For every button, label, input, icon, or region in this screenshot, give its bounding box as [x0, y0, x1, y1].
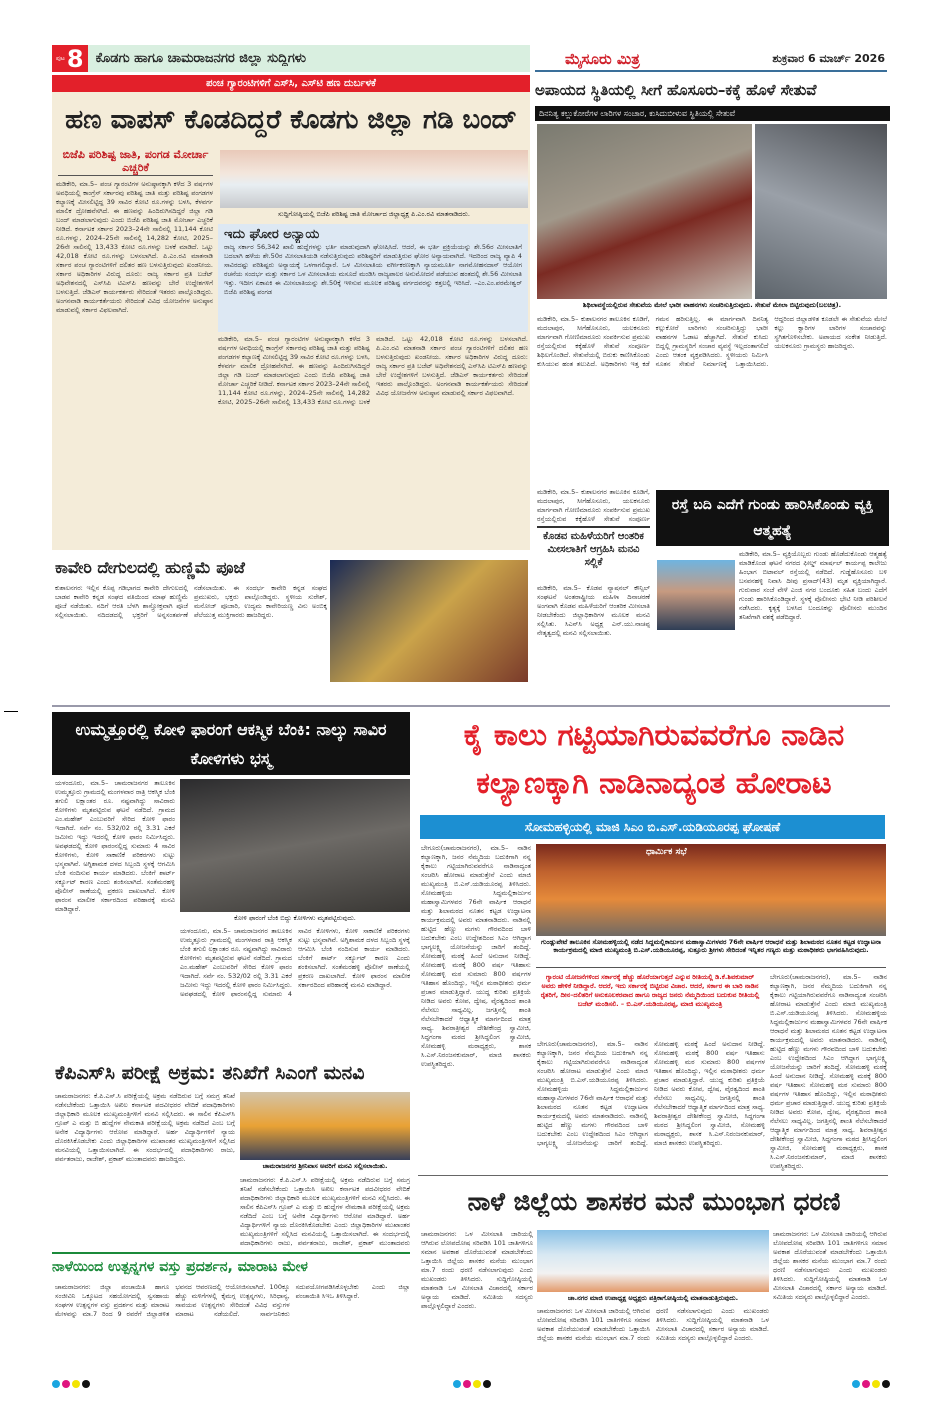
- cyan-mark: [52, 1380, 60, 1388]
- fire-body-col1: ಯಳಂದೂರು, ಮಾ.5– ಚಾಮರಾಜನಗರ ತಾಲೂಕಿನ ಉಮ್ಮತ್ತೂರು ಗ್ರಾಮದಲ್ಲಿ ಮಂಗಳವಾರ ರಾತ್ರಿ ಆಕಸ್ಮಿಕ ಬೆಂಕಿ ತಗುಲಿ ಲಕ್ಷಾಂತರ ರೂ. ನಷ್ಟವಾಗಿದ್ದು ಸಾವಿರಾರು ಕೋಳಿಗಳು ಮೃತಪಟ್ಟಿರುವ ಘಟನೆ ನಡೆದಿದೆ. ಗ್ರಾಮದ ಎಂ.ಮಹೇಶ್ ಎಂಬುವರಿಗೆ ಸೇರಿದ ಕೋಳಿ ಫಾರಂ ಇದಾಗಿದೆ. ಸರ್ವೆ ನಂ. 532/02 ರಲ್ಲಿ 3.31 ಎಕರೆ ಜಮೀನು ಇದ್ದು ಇದರಲ್ಲಿ ಕೋಳಿ ಫಾರಂ ನಿರ್ಮಿಸಿದ್ದರು. ಅವಘಡದಲ್ಲಿ ಕೋಳಿ ಫಾರಂನಲ್ಲಿದ್ದ ಸುಮಾರು 4 ಸಾವಿರ ಕೋಳಿಗಳು, ಕೋಳಿ ಸಾಕಾಣಿಕೆ ಪರಿಕರಗಳು ಸುಟ್ಟು ಭಸ್ಮವಾಗಿವೆ. ಅಗ್ನಿಶಾಮಕ ದಳದ ಸಿಬ್ಬಂದಿ ಸ್ಥಳಕ್ಕೆ ಆಗಮಿಸಿ ಬೆಂಕಿ ನಂದಿಸುವ ಕಾರ್ಯ ಮಾಡಿದರು. ಬೆಂಕಿಗೆ ಶಾರ್ಟ್ ಸರ್ಕ್ಯೂಟ್ ಕಾರಣ ಎಂದು ಶಂಕಿಸಲಾಗಿದೆ. ಸಂತೆಮರಹಳ್ಳಿ ಪೊಲೀಸ್ ಠಾಣೆಯಲ್ಲಿ ಪ್ರಕರಣ ದಾಖಲಾಗಿದೆ. ಕೋಳಿ ಫಾರಂನ ಮಾಲೀಕ ಸರ್ಕಾರದಿಂದ ಪರಿಹಾರಕ್ಕೆ ಮನವಿ ಮಾಡಿದ್ದಾರೆ.: [55, 779, 175, 913]
- bridge-headline: ಅಪಾಯದ ಸ್ಥಿತಿಯಲ್ಲಿ ಸೀಗೆ ಹೊಸೂರು–ಕಕ್ಕೆ ಹೊಳೆ ಸೇತುವೆ: [535, 81, 817, 99]
- black-mark: [82, 1380, 90, 1388]
- religious-event-photo: [536, 844, 886, 936]
- header-rule: [535, 70, 887, 72]
- kaveri-temple-photo: [330, 560, 528, 682]
- tractor-bridge-photo: [537, 124, 752, 299]
- kpsc-body-col1: ಚಾಮರಾಜನಗರ: ಕೆ.ಪಿ.ಎಸ್.ಸಿ ಪರೀಕ್ಷೆಯಲ್ಲಿ ಅಕ್ರಮ ನಡೆದಿರುವ ಬಗ್ಗೆ ಸಮಗ್ರ ತನಿಖೆ ನಡೆಸಬೇಕೆಂದು ಒತ್ತಾಯಿಸಿ ಅಖಿಲ ಕರ್ನಾಟಕ ಪದವೀಧರರ ವೇದಿಕೆ ಪದಾಧಿಕಾರಿಗಳು ಜಿಲ್ಲಾಧಿಕಾರಿ ಮೂಲಕ ಮುಖ್ಯಮಂತ್ರಿಗಳಿಗೆ ಮನವಿ ಸಲ್ಲಿಸಿದರು. ಈ ಸಾಲಿನ ಕೆಪಿಎಸ್‌ಸಿ ಗ್ರೂಪ್ ಎ ಮತ್ತು ಬಿ ಹುದ್ದೆಗಳ ನೇಮಕಾತಿ ಪರೀಕ್ಷೆಯಲ್ಲಿ ಅಕ್ರಮ ನಡೆದಿದೆ ಎಂಬ ಬಗ್ಗೆ ಅನೇಕ ವಿದ್ಯಾರ್ಥಿಗಳು ಆರೋಪ ಮಾಡಿದ್ದಾರೆ. ಅರ್ಹ ವಿದ್ಯಾರ್ಥಿಗಳಿಗೆ ನ್ಯಾಯ ದೊರಕಿಸಿಕೊಡಬೇಕು ಎಂದು ಜಿಲ್ಲಾಧಿಕಾರಿಗಳ ಮುಖಾಂತರ ಮುಖ್ಯಮಂತ್ರಿಗಳಿಗೆ ಸಲ್ಲಿಸಿದ ಮನವಿಯಲ್ಲಿ ಒತ್ತಾಯಿಸಲಾಗಿದೆ. ಈ ಸಂದರ್ಭದಲ್ಲಿ ಪದಾಧಿಕಾರಿಗಳು ರಾಜು, ಪರ್ವತರಾಜು, ರಾಜೇಶ್, ಪ್ರಕಾಶ್ ಮುಂತಾದವರು ಹಾಜರಿದ್ದರು.: [55, 1092, 235, 1163]
- press-meet-photo: [220, 150, 528, 208]
- bsy-subhead-bar: ಸೋಮಹಳ್ಳಿಯಲ್ಲಿ ಮಾಜಿ ಸಿಎಂ ಬಿ.ಎಸ್.ಯಡಿಯೂರಪ್ಪ ಘೋಷಣೆ: [420, 815, 885, 839]
- kpsc-photo-caption: ಚಾಮರಾಜನಗರ ಶ್ರೀನಿವಾಸ ಅವರಿಗೆ ಮನವಿ ಸಲ್ಲಿಸಲಾಯಿತು.: [262, 1162, 388, 1170]
- bsy-body-col23: ಬೇಗೂರು(ಚಾಮರಾಜನಗರ), ಮಾ.5– ನಾಡಿನ ಕಲ್ಯಾಣಕ್ಕಾಗಿ, ಜನರ ನೆಮ್ಮದಿಯ ಬದುಕಿಗಾಗಿ ನನ್ನ ಕೈಕಾಲು ಗಟ್ಟಿಯಾಗಿರುವವರೆಗೂ ನಾಡಿನಾದ್ಯಂತ ಸಂಚರಿಸಿ ಹೋರಾಟ ಮಾಡುತ್ತೇನೆ ಎಂದು ಮಾಜಿ ಮುಖ್ಯಮಂತ್ರಿ ಬಿ.ಎಸ್.ಯಡಿಯೂರಪ್ಪ ತಿಳಿಸಿದರು. ಸೋಮಹಳ್ಳಿಯ ಸಿದ್ಧಮಲ್ಲಿಕಾರ್ಜುನ ಮಹಾಸ್ವಾಮಿಗಳವರ 76ನೇ ವಾರ್ಷಿಕ ಆರಾಧನೆ ಮತ್ತು ಶಿಲಾಮಠದ ನೂತನ ಕಟ್ಟಡ ಉದ್ಘಾಟನಾ ಕಾರ್ಯಕ್ರಮದಲ್ಲಿ ಅವರು ಮಾತನಾಡಿದರು. ನಾಡಿನಲ್ಲಿ ಹುಟ್ಟಿದ ಹೆಣ್ಣು ಮಗಳು ಗೌರವದಿಂದ ಬಾಳಿ ಬದುಕಬೇಕು ಎಂಬ ಉದ್ದೇಶದಿಂದ ಸಿಎಂ ಆಗಿದ್ದಾಗ ಭಾಗ್ಯಲಕ್ಷ್ಮಿ ಯೋಜನೆಯನ್ನು ಜಾರಿಗೆ ತಂದಿದ್ದೆ. ಸೋಮಹಳ್ಳಿ ಮಠಕ್ಕೆ ಹಿಂದೆ ಅನುದಾನ ನೀಡಿದ್ದೆ. ಸೋಮಹಳ್ಳಿ ಮಠಕ್ಕೆ 800 ವರ್ಷ ಇತಿಹಾಸ: ಸೋಮಹಳ್ಳಿ ಮಠ ಸುಮಾರು 800 ವರ್ಷಗಳ ಇತಿಹಾಸ ಹೊಂದಿದ್ದು, ಇಲ್ಲಿನ ಮಠಾಧೀಶರು ಧರ್ಮ ಪ್ರಚಾರ ಮಾಡುತ್ತಿದ್ದಾರೆ. ಯುದ್ಧ ಕುರಿತು ಪ್ರತಿಕ್ರಿಯೆ ನೀಡಿದ ಅವರು ಕೋಪ, ದ್ವೇಷ, ವೈರತ್ವದಿಂದ ಶಾಂತಿ ನೆಲೆಸಲು ಸಾಧ್ಯವಿಲ್ಲ. ಜಗತ್ತಿನಲ್ಲಿ ಶಾಂತಿ ನೆಲೆಸಬೇಕಾದರೆ ಆಧ್ಯಾತ್ಮಿಕ ಮಾರ್ಗದಿಂದ ಮಾತ್ರ ಸಾಧ್ಯ. ಶಿವರಾತ್ರೀಶ್ವರ ದೇಶೀಕೇಂದ್ರ ಸ್ವಾಮೀಜಿ, ಸಿದ್ಧಗಂಗಾ ಮಠದ ಶ್ರೀಸಿದ್ಧಲಿಂಗ ಸ್ವಾಮೀಜಿ, ಸೋಮಹಳ್ಳಿ ಮಠಾಧ್ಯಕ್ಷರು, ಶಾಸಕ ಸಿ.ಎಸ್.ನಿರಂಜನಕುಮಾರ್, ಮಾಜಿ ಶಾಸಕರು ಉಪಸ್ಥಿತರಿದ್ದರು.: [537, 1040, 765, 1147]
- lead-photo-caption: ಸುದ್ದಿಗೋಷ್ಠಿಯಲ್ಲಿ ಬಿಜೆಪಿ ಪರಿಶಿಷ್ಟ ಜಾತಿ ಮೋರ್ಚಾದ ಜಿಲ್ಲಾಧ್ಯಕ್ಷ ಪಿ.ಎಂ.ರವಿ ಮಾತನಾಡಿದರು.: [278, 210, 470, 218]
- expo-body: ಚಾಮರಾಜನಗರ: ಜಿಲ್ಲಾ ಪಂಚಾಯಿತಿ ಹಾಗೂ ಸಂಜೀವಿನಿ ಒಕ್ಕೂಟದ ಸಹಯೋಗದಲ್ಲಿ ಸ್ವಸಹಾಯ ಸಂಘಗಳ ಉತ್ಪನ್ನಗಳ ವಸ್ತು ಪ್ರದರ್ಶನ ಮತ್ತು ಮಾರಾಟ ಮೇಳವನ್ನು ಮಾ.7 ರಿಂದ 9 ರವರೆಗೆ ಜಿಲ್ಲಾಡಳಿತ ಭವನದ ಆವರಣದಲ್ಲಿ ಆಯೋಜಿಸಲಾಗಿದೆ. 100ಕ್ಕೂ ಹೆಚ್ಚು ಮಳಿಗೆಗಳಲ್ಲಿ ಕೈಮಗ್ಗ ಉತ್ಪನ್ನಗಳು, ಸಿರಿಧಾನ್ಯ, ಸಾವಯವ ಉತ್ಪನ್ನಗಳು ಸೇರಿದಂತೆ ವಿವಿಧ ವಸ್ತುಗಳ ಮಾರಾಟ ನಡೆಯಲಿದೆ. ಸಾರ್ವಜನಿಕರು ಸದುಪಯೋಗಪಡಿಸಿಕೊಳ್ಳಬೇಕು ಎಂದು ಜಿಲ್ಲಾ ಪಂಚಾಯಿತಿ ಸಿಇಒ ತಿಳಿಸಿದ್ದಾರೆ.: [55, 1283, 410, 1318]
- lead-subhead: ಬಿಜೆಪಿ ಪರಿಶಿಷ್ಟ ಜಾತಿ, ಪಂಗಡ ಮೋರ್ಚಾ ಎಚ್ಚರಿಕೆ: [58, 148, 213, 176]
- bridge-subhead: ದಿನನಿತ್ಯ ಕಲ್ಲುಕೋರೆಗಳ ಲಾರಿಗಳ ಸಂಚಾರ, ಕುಸಿದುಬೀಳುವ ಸ್ಥಿತಿಯಲ್ಲಿ ಸೇತುವೆ: [535, 106, 890, 121]
- bsy-body-col4: ಬೇಗೂರು(ಚಾಮರಾಜನಗರ), ಮಾ.5– ನಾಡಿನ ಕಲ್ಯಾಣಕ್ಕಾಗಿ, ಜನರ ನೆಮ್ಮದಿಯ ಬದುಕಿಗಾಗಿ ನನ್ನ ಕೈಕಾಲು ಗಟ್ಟಿಯಾಗಿರುವವರೆಗೂ ನಾಡಿನಾದ್ಯಂತ ಸಂಚರಿಸಿ ಹೋರಾಟ ಮಾಡುತ್ತೇನೆ ಎಂದು ಮಾಜಿ ಮುಖ್ಯಮಂತ್ರಿ ಬಿ.ಎಸ್.ಯಡಿಯೂರಪ್ಪ ತಿಳಿಸಿದರು. ಸೋಮಹಳ್ಳಿಯ ಸಿದ್ಧಮಲ್ಲಿಕಾರ್ಜುನ ಮಹಾಸ್ವಾಮಿಗಳವರ 76ನೇ ವಾರ್ಷಿಕ ಆರಾಧನೆ ಮತ್ತು ಶಿಲಾಮಠದ ನೂತನ ಕಟ್ಟಡ ಉದ್ಘಾಟನಾ ಕಾರ್ಯಕ್ರಮದಲ್ಲಿ ಅವರು ಮಾತನಾಡಿದರು. ನಾಡಿನಲ್ಲಿ ಹುಟ್ಟಿದ ಹೆಣ್ಣು ಮಗಳು ಗೌರವದಿಂದ ಬಾಳಿ ಬದುಕಬೇಕು ಎಂಬ ಉದ್ದೇಶದಿಂದ ಸಿಎಂ ಆಗಿದ್ದಾಗ ಭಾಗ್ಯಲಕ್ಷ್ಮಿ ಯೋಜನೆಯನ್ನು ಜಾರಿಗೆ ತಂದಿದ್ದೆ. ಸೋಮಹಳ್ಳಿ ಮಠಕ್ಕೆ ಹಿಂದೆ ಅನುದಾನ ನೀಡಿದ್ದೆ. ಸೋಮಹಳ್ಳಿ ಮಠಕ್ಕೆ 800 ವರ್ಷ ಇತಿಹಾಸ: ಸೋಮಹಳ್ಳಿ ಮಠ ಸುಮಾರು 800 ವರ್ಷಗಳ ಇತಿಹಾಸ ಹೊಂದಿದ್ದು, ಇಲ್ಲಿನ ಮಠಾಧೀಶರು ಧರ್ಮ ಪ್ರಚಾರ ಮಾಡುತ್ತಿದ್ದಾರೆ. ಯುದ್ಧ ಕುರಿತು ಪ್ರತಿಕ್ರಿಯೆ ನೀಡಿದ ಅವರು ಕೋಪ, ದ್ವೇಷ, ವೈರತ್ವದಿಂದ ಶಾಂತಿ ನೆಲೆಸಲು ಸಾಧ್ಯವಿಲ್ಲ. ಜಗತ್ತಿನಲ್ಲಿ ಶಾಂತಿ ನೆಲೆಸಬೇಕಾದರೆ ಆಧ್ಯಾತ್ಮಿಕ ಮಾರ್ಗದಿಂದ ಮಾತ್ರ ಸಾಧ್ಯ. ಶಿವರಾತ್ರೀಶ್ವರ ದೇಶೀಕೇಂದ್ರ ಸ್ವಾಮೀಜಿ, ಸಿದ್ಧಗಂಗಾ ಮಠದ ಶ್ರೀಸಿದ್ಧಲಿಂಗ ಸ್ವಾಮೀಜಿ, ಸೋಮಹಳ್ಳಿ ಮಠಾಧ್ಯಕ್ಷರು, ಶಾಸಕ ಸಿ.ಎಸ್.ನಿರಂಜನಕುಮಾರ್, ಮಾಜಿ ಶಾಸಕರು ಉಪಸ್ಥಿತರಿದ್ದರು.: [770, 973, 887, 1170]
- cyan-mark: [852, 1380, 860, 1388]
- cyan-mark: [453, 1380, 461, 1388]
- page-label: ಪುಟ: [56, 54, 65, 62]
- lead-headline: ಹಣ ವಾಪಸ್ ಕೊಡದಿದ್ದರೆ ಕೊಡಗು ಜಿಲ್ಲಾ ಗಡಿ ಬಂದ್: [65, 105, 517, 135]
- lead-body-col2: ಮಡಿಕೇರಿ, ಮಾ.5– ಪಂಚ ಗ್ಯಾರಂಟಿಗಳ ಅನುಷ್ಠಾನಕ್ಕಾಗಿ ಕಳೆದ 3 ವರ್ಷಗಳ ಅವಧಿಯಲ್ಲಿ ಕಾಂಗ್ರೆಸ್ ಸರ್ಕಾರವು ಪರಿಶಿಷ್ಟ ಜಾತಿ ಮತ್ತು ಪರಿಶಿಷ್ಟ ಪಂಗಡಗಳ ಕಲ್ಯಾಣಕ್ಕೆ ಮೀಸಲಿಟ್ಟಿದ್ದ 39 ಸಾವಿರ ಕೋಟಿ ರೂ.ಗಳನ್ನು ಬಳಸಿ, ಕೆಳವರ್ಗ ಮಾಲಿಕ ದ್ರೋಹವೆಸಗಿದೆ. ಈ ಹಣವನ್ನು ಹಿಂದಿರುಗಿಸದಿದ್ದರೆ ಜಿಲ್ಲಾ ಗಡಿ ಬಂದ್ ಮಾಡಲಾಗುವುದು ಎಂದು ಬಿಜೆಪಿ ಪರಿಶಿಷ್ಟ ಜಾತಿ ಮೋರ್ಚಾ ಎಚ್ಚರಿಕೆ ನೀಡಿದೆ. ಕರ್ನಾಟಕ ಸರ್ಕಾರ 2023–24ನೇ ಸಾಲಿನಲ್ಲಿ 11,144 ಕೋಟಿ ರೂ.ಗಳನ್ನು, 2024–25ನೇ ಸಾಲಿನಲ್ಲಿ 14,282 ಕೋಟಿ, 2025–26ನೇ ಸಾಲಿನಲ್ಲಿ 13,433 ಕೋಟಿ ರೂ.ಗಳನ್ನು ಬಳಕೆ ಮಾಡಿದೆ. ಒಟ್ಟು 42,018 ಕೋಟಿ ರೂ.ಗಳನ್ನು ಬಳಸಲಾಗಿದೆ. ಪಿ.ಎಂ.ರವಿ ಮಾತನಾಡಿ ಸರ್ಕಾರ ಪಂಚ ಗ್ಯಾರಂಟಿಗಳಿಗೆ ದಲಿತರ ಹಣ ಬಳಸುತ್ತಿರುವುದು ಖಂಡನೀಯ. ಸರ್ಕಾರ ಅಧಿಕಾರಿಗಳ ವಿರುದ್ಧ ದೂರು: ರಾಜ್ಯ ಸರ್ಕಾರ ಪ್ರತಿ ಬಜೆಟ್ ಅಧಿವೇಶನದಲ್ಲಿ ಎಸ್‌ಸಿಪಿ ಟಿಎಸ್‌ಪಿ ಹಣವನ್ನು ಬೇರೆ ಉದ್ದೇಶಗಳಿಗೆ ಬಳಸುತ್ತಿದೆ. ಜೆಡಿಎಸ್ ಕಾರ್ಯಕರ್ತರು ಸೇರಿದಂತೆ ಇತರರು ಪಾಲ್ಗೊಂಡಿದ್ದರು. ಅಂಗನವಾಡಿ ಕಾರ್ಯಕರ್ತೆಯರು ಸೇರಿದಂತೆ ವಿವಿಧ ಯೋಜನೆಗಳ ಅನುಷ್ಠಾನ ಮಾಡುವಲ್ಲಿ ಸರ್ಕಾರ ವಿಫಲವಾಗಿದೆ.: [218, 335, 528, 406]
- injustice-box-title: ಇದು ಘೋರ ಅನ್ಯಾಯ: [224, 227, 320, 242]
- yellow-mark: [473, 1380, 481, 1388]
- yellow-mark: [72, 1380, 80, 1388]
- fire-body-col2: ಯಳಂದೂರು, ಮಾ.5– ಚಾಮರಾಜನಗರ ತಾಲೂಕಿನ ಉಮ್ಮತ್ತೂರು ಗ್ರಾಮದಲ್ಲಿ ಮಂಗಳವಾರ ರಾತ್ರಿ ಆಕಸ್ಮಿಕ ಬೆಂಕಿ ತಗುಲಿ ಲಕ್ಷಾಂತರ ರೂ. ನಷ್ಟವಾಗಿದ್ದು ಸಾವಿರಾರು ಕೋಳಿಗಳು ಮೃತಪಟ್ಟಿರುವ ಘಟನೆ ನಡೆದಿದೆ. ಗ್ರಾಮದ ಎಂ.ಮಹೇಶ್ ಎಂಬುವರಿಗೆ ಸೇರಿದ ಕೋಳಿ ಫಾರಂ ಇದಾಗಿದೆ. ಸರ್ವೆ ನಂ. 532/02 ರಲ್ಲಿ 3.31 ಎಕರೆ ಜಮೀನು ಇದ್ದು ಇದರಲ್ಲಿ ಕೋಳಿ ಫಾರಂ ನಿರ್ಮಿಸಿದ್ದರು. ಅವಘಡದಲ್ಲಿ ಕೋಳಿ ಫಾರಂನಲ್ಲಿದ್ದ ಸುಮಾರು 4 ಸಾವಿರ ಕೋಳಿಗಳು, ಕೋಳಿ ಸಾಕಾಣಿಕೆ ಪರಿಕರಗಳು ಸುಟ್ಟು ಭಸ್ಮವಾಗಿವೆ. ಅಗ್ನಿಶಾಮಕ ದಳದ ಸಿಬ್ಬಂದಿ ಸ್ಥಳಕ್ಕೆ ಆಗಮಿಸಿ ಬೆಂಕಿ ನಂದಿಸುವ ಕಾರ್ಯ ಮಾಡಿದರು. ಬೆಂಕಿಗೆ ಶಾರ್ಟ್ ಸರ್ಕ್ಯೂಟ್ ಕಾರಣ ಎಂದು ಶಂಕಿಸಲಾಗಿದೆ. ಸಂತೆಮರಹಳ್ಳಿ ಪೊಲೀಸ್ ಠಾಣೆಯಲ್ಲಿ ಪ್ರಕರಣ ದಾಖಲಾಗಿದೆ. ಕೋಳಿ ಫಾರಂನ ಮಾಲೀಕ ಸರ್ಕಾರದಿಂದ ಪರಿಹಾರಕ್ಕೆ ಮನವಿ ಮಾಡಿದ್ದಾರೆ.: [180, 927, 410, 998]
- bridge-body: ಮಡಿಕೇರಿ, ಮಾ.5– ಕುಶಾಲನಗರ ತಾಲೂಕಿನ ಕೂಡಿಗೆ, ಮದಲಾಪುರ, ಸೀಗೆಹೊಸೂರು, ಯಲಕನೂರು ಮಾರ್ಗವಾಗಿ ಗೋಣಿಮಾರೂರು ಸಂಪರ್ಕಿಸುವ ಪ್ರಮುಖ ರಸ್ತೆಯಲ್ಲಿರುವ ಕಕ್ಕೆಹೊಳೆ ಸೇತುವೆ ಸಂಪೂರ್ಣ ಶಿಥಿಲಗೊಂಡಿದೆ. ಸೇತುವೆಯಲ್ಲಿ ಬಿರುಕು ಕಾಣಿಸಿಕೊಂಡು ಕುಸಿಯುವ ಹಂತ ತಲುಪಿದೆ. ಅಧಿಕಾರಿಗಳು ಇತ್ತ ಕಡೆ ಗಮನ ಹರಿಸುತ್ತಿಲ್ಲ. ಈ ಮಾರ್ಗವಾಗಿ ದಿನನಿತ್ಯ ಕಲ್ಲುಕೋರೆ ಲಾರಿಗಳು ಸಂಚರಿಸುತ್ತಿದ್ದು ಭಾರೀ ವಾಹನಗಳ ಓಡಾಟ ಹೆಚ್ಚಾಗಿದೆ. ಸೇತುವೆ ಕುಸಿದು ಬಿದ್ದಲ್ಲಿ ಗ್ರಾಮಸ್ಥರಿಗೆ ಸಂಚಾರ ವ್ಯವಸ್ಥೆ ಇಲ್ಲದಂತಾಗಲಿದೆ ಎಂದು ಆತಂಕ ವ್ಯಕ್ತಪಡಿಸಿದರು. ಸ್ಥಳೀಯರು ನಿರ್ಮಿಸಿ ನೂತನ ಸೇತುವೆ ನಿರ್ಮಾಣಕ್ಕೆ ಒತ್ತಾಯಿಸಿದರು. ಆದ್ದರಿಂದ ಜಿಲ್ಲಾಡಳಿತ ಕೂಡಲೇ ಈ ಸೇತುವೆಯ ಮೇಲೆ ಕಲ್ಲು ಕ್ವಾರಿಗಳ ಲಾರಿಗಳ ಸಂಚಾರವನ್ನು ಸ್ಥಗಿತಗೊಳಿಸಬೇಕು. ಅಪಾಯದ ಸಂಕೇತ ನೀಡುತ್ತಿದೆ. ಯಲಕನೂರು ಗ್ರಾಮಸ್ಥರು ಹಾಜರಿದ್ದರು.: [537, 315, 887, 368]
- black-mark: [882, 1380, 890, 1388]
- expo-headline: ನಾಳೆಯಿಂದ ಉತ್ಪನ್ನಗಳ ವಸ್ತು ಪ್ರದರ್ಶನ, ಮಾರಾಟ ಮೇಳ: [52, 1252, 410, 1280]
- lead-body-col1: ಮಡಿಕೇರಿ, ಮಾ.5– ಪಂಚ ಗ್ಯಾರಂಟಿಗಳ ಅನುಷ್ಠಾನಕ್ಕಾಗಿ ಕಳೆದ 3 ವರ್ಷಗಳ ಅವಧಿಯಲ್ಲಿ ಕಾಂಗ್ರೆಸ್ ಸರ್ಕಾರವು ಪರಿಶಿಷ್ಟ ಜಾತಿ ಮತ್ತು ಪರಿಶಿಷ್ಟ ಪಂಗಡಗಳ ಕಲ್ಯಾಣಕ್ಕೆ ಮೀಸಲಿಟ್ಟಿದ್ದ 39 ಸಾವಿರ ಕೋಟಿ ರೂ.ಗಳನ್ನು ಬಳಸಿ, ಕೆಳವರ್ಗ ಮಾಲಿಕ ದ್ರೋಹವೆಸಗಿದೆ. ಈ ಹಣವನ್ನು ಹಿಂದಿರುಗಿಸದಿದ್ದರೆ ಜಿಲ್ಲಾ ಗಡಿ ಬಂದ್ ಮಾಡಲಾಗುವುದು ಎಂದು ಬಿಜೆಪಿ ಪರಿಶಿಷ್ಟ ಜಾತಿ ಮೋರ್ಚಾ ಎಚ್ಚರಿಕೆ ನೀಡಿದೆ. ಕರ್ನಾಟಕ ಸರ್ಕಾರ 2023–24ನೇ ಸಾಲಿನಲ್ಲಿ 11,144 ಕೋಟಿ ರೂ.ಗಳನ್ನು, 2024–25ನೇ ಸಾಲಿನಲ್ಲಿ 14,282 ಕೋಟಿ, 2025–26ನೇ ಸಾಲಿನಲ್ಲಿ 13,433 ಕೋಟಿ ರೂ.ಗಳನ್ನು ಬಳಕೆ ಮಾಡಿದೆ. ಒಟ್ಟು 42,018 ಕೋಟಿ ರೂ.ಗಳನ್ನು ಬಳಸಲಾಗಿದೆ. ಪಿ.ಎಂ.ರವಿ ಮಾತನಾಡಿ ಸರ್ಕಾರ ಪಂಚ ಗ್ಯಾರಂಟಿಗಳಿಗೆ ದಲಿತರ ಹಣ ಬಳಸುತ್ತಿರುವುದು ಖಂಡನೀಯ. ಸರ್ಕಾರ ಅಧಿಕಾರಿಗಳ ವಿರುದ್ಧ ದೂರು: ರಾಜ್ಯ ಸರ್ಕಾರ ಪ್ರತಿ ಬಜೆಟ್ ಅಧಿವೇಶನದಲ್ಲಿ ಎಸ್‌ಸಿಪಿ ಟಿಎಸ್‌ಪಿ ಹಣವನ್ನು ಬೇರೆ ಉದ್ದೇಶಗಳಿಗೆ ಬಳಸುತ್ತಿದೆ. ಜೆಡಿಎಸ್ ಕಾರ್ಯಕರ್ತರು ಸೇರಿದಂತೆ ಇತರರು ಪಾಲ್ಗೊಂಡಿದ್ದರು. ಅಂಗನವಾಡಿ ಕಾರ್ಯಕರ್ತೆಯರು ಸೇರಿದಂತೆ ವಿವಿಧ ಯೋಜನೆಗಳ ಅನುಷ್ಠಾನ ಮಾಡುವಲ್ಲಿ ಸರ್ಕಾರ ವಿಫಲವಾಗಿದೆ.: [56, 180, 213, 314]
- bridge-photo-caption: ಶಿಥಿಲಾವಸ್ಥೆಯಲ್ಲಿರುವ ಸೇತುವೆಯ ಮೇಲೆ ಭಾರೀ ವಾಹನಗಳು ಸಂಚರಿಸುತ್ತಿರುವುದು. ಸೇತುವೆ ಮೇಲಾ ಬಿಟ್ಟಿರುವುದು(ಬಲಚಿತ್ರ).: [582, 301, 842, 309]
- burnt-poultry-farm-photo: [180, 779, 410, 912]
- kaveri-body: ಕುಶಾಲನಗರ: ಇಲ್ಲಿನ ಕೊಪ್ಪ ಗಡಿಭಾಗದ ಕಾವೇರಿ ದೇಗುಲದಲ್ಲಿ ಬಾಡವ ಕಾವೇರಿ ಕನ್ನಡ ಸಂಘದ ವತಿಯಿಂದ ಮಾಘ ಹುಣ್ಣಿಮೆ ಪೂಜೆ ನಡೆಯಿತು. ನದಿಗೆ ಆರತಿ ಬೆಳಗಿ ಶಾಸ್ತ್ರೋಕ್ತವಾಗಿ ಪೂಜೆ ಸಲ್ಲಿಸಲಾಯಿತು. ನದಿದಡದಲ್ಲಿ ಭಕ್ತರಿಗೆ ಅನ್ನಸಂತರ್ಪಣೆ ನಡೆಸಲಾಯಿತು. ಈ ಸಂದರ್ಭ ಕಾವೇರಿ ಕನ್ನಡ ಸಂಘದ ಪ್ರಮುಖರು, ಭಕ್ತರು ಪಾಲ್ಗೊಂಡಿದ್ದರು. ಸ್ಥಳೀಯ ಸುರೇಶ್, ಮನೋಜ್ ಪೂಜಾರಿ, ಉದ್ಯಮ ಕಾವೇರಿಯಣ್ಣ ವಿನು ಅಂಬಿಕ್ಕ ಪೆಲೆಯುತ್ತ ಮುಕ್ತಿಗಾರರು ಹಾಜರಿದ್ದರು.: [55, 584, 327, 619]
- kpsc-memo-photo: [240, 1092, 410, 1160]
- bsy-body-col1: ಬೇಗೂರು(ಚಾಮರಾಜನಗರ), ಮಾ.5– ನಾಡಿನ ಕಲ್ಯಾಣಕ್ಕಾಗಿ, ಜನರ ನೆಮ್ಮದಿಯ ಬದುಕಿಗಾಗಿ ನನ್ನ ಕೈಕಾಲು ಗಟ್ಟಿಯಾಗಿರುವವರೆಗೂ ನಾಡಿನಾದ್ಯಂತ ಸಂಚರಿಸಿ ಹೋರಾಟ ಮಾಡುತ್ತೇನೆ ಎಂದು ಮಾಜಿ ಮುಖ್ಯಮಂತ್ರಿ ಬಿ.ಎಸ್.ಯಡಿಯೂರಪ್ಪ ತಿಳಿಸಿದರು. ಸೋಮಹಳ್ಳಿಯ ಸಿದ್ಧಮಲ್ಲಿಕಾರ್ಜುನ ಮಹಾಸ್ವಾಮಿಗಳವರ 76ನೇ ವಾರ್ಷಿಕ ಆರಾಧನೆ ಮತ್ತು ಶಿಲಾಮಠದ ನೂತನ ಕಟ್ಟಡ ಉದ್ಘಾಟನಾ ಕಾರ್ಯಕ್ರಮದಲ್ಲಿ ಅವರು ಮಾತನಾಡಿದರು. ನಾಡಿನಲ್ಲಿ ಹುಟ್ಟಿದ ಹೆಣ್ಣು ಮಗಳು ಗೌರವದಿಂದ ಬಾಳಿ ಬದುಕಬೇಕು ಎಂಬ ಉದ್ದೇಶದಿಂದ ಸಿಎಂ ಆಗಿದ್ದಾಗ ಭಾಗ್ಯಲಕ್ಷ್ಮಿ ಯೋಜನೆಯನ್ನು ಜಾರಿಗೆ ತಂದಿದ್ದೆ. ಸೋಮಹಳ್ಳಿ ಮಠಕ್ಕೆ ಹಿಂದೆ ಅನುದಾನ ನೀಡಿದ್ದೆ. ಸೋಮಹಳ್ಳಿ ಮಠಕ್ಕೆ 800 ವರ್ಷ ಇತಿಹಾಸ: ಸೋಮಹಳ್ಳಿ ಮಠ ಸುಮಾರು 800 ವರ್ಷಗಳ ಇತಿಹಾಸ ಹೊಂದಿದ್ದು, ಇಲ್ಲಿನ ಮಠಾಧೀಶರು ಧರ್ಮ ಪ್ರಚಾರ ಮಾಡುತ್ತಿದ್ದಾರೆ. ಯುದ್ಧ ಕುರಿತು ಪ್ರತಿಕ್ರಿಯೆ ನೀಡಿದ ಅವರು ಕೋಪ, ದ್ವೇಷ, ವೈರತ್ವದಿಂದ ಶಾಂತಿ ನೆಲೆಸಲು ಸಾಧ್ಯವಿಲ್ಲ. ಜಗತ್ತಿನಲ್ಲಿ ಶಾಂತಿ ನೆಲೆಸಬೇಕಾದರೆ ಆಧ್ಯಾತ್ಮಿಕ ಮಾರ್ಗದಿಂದ ಮಾತ್ರ ಸಾಧ್ಯ. ಶಿವರಾತ್ರೀಶ್ವರ ದೇಶೀಕೇಂದ್ರ ಸ್ವಾಮೀಜಿ, ಸಿದ್ಧಗಂಗಾ ಮಠದ ಶ್ರೀಸಿದ್ಧಲಿಂಗ ಸ್ವಾಮೀಜಿ, ಸೋಮಹಳ್ಳಿ ಮಠಾಧ್ಯಕ್ಷರು, ಶಾಸಕ ಸಿ.ಎಸ್.ನಿರಂಜನಕುಮಾರ್, ಮಾಜಿ ಶಾಸಕರು ಉಪಸ್ಥಿತರಿದ್ದರು.: [421, 844, 531, 1068]
- victim-photo: [657, 560, 735, 630]
- magenta-mark: [62, 1380, 70, 1388]
- section-title: ಕೊಡಗು ಹಾಗೂ ಚಾಮರಾಜನಗರ ಜಿಲ್ಲಾ ಸುದ್ದಿಗಳು: [95, 51, 306, 66]
- dharane-press-photo: [537, 1230, 769, 1292]
- magenta-mark: [862, 1380, 870, 1388]
- damaged-bridge-photo: [755, 124, 887, 299]
- injustice-box-text: ರಾಜ್ಯ ಸರ್ಕಾರ 56,342 ಖಾಲಿ ಹುದ್ದೆಗಳನ್ನು ಭರ್ತಿ ಮಾಡುವುದಾಗಿ ಘೋಷಿಸಿದೆ. ಆದರೆ, ಈ ಭರ್ತಿ ಪ್ರಕ್ರಿಯೆಯನ್ನು ಶೇ.56ರ ಮೀಸಲಾತಿಗೆ ಬದಲಾಗಿ ಹಳೆಯ ಶೇ.50ರ ಮೀಸಲಾತಿಯಡಿ ನಡೆಸುತ್ತಿರುವುದು ಪರಿಶಿಷ್ಟರಿಗೆ ಮಾಡುತ್ತಿರುವ ಘೋರ ಅನ್ಯಾಯವಾಗಿದೆ. ಇದರಿಂದ ರಾಜ್ಯ ವ್ಯಾಪಿ 4 ಸಾವಿರದಷ್ಟು ಪರಿಶಿಷ್ಟರು ಅನ್ಯಾಯಕ್ಕೆ ಒಳಗಾಗಲಿದ್ದಾರೆ. ಒಳ ಮೀಸಲಾತಿಯ ವರ್ಗೀಕರಣಕ್ಕಾಗಿ ನ್ಯಾಯಮೂರ್ತಿ ನಾಗಮೋಹನದಾಸ್ ಆಯೋಗ ರಚನೆಯ ಸಂದರ್ಭ ಮತ್ತು ಸರ್ಕಾರ ಒಳ ಮೀಸಲಾತಿಯ ಮಸೂದೆ ಮಂಡಿಸಿ ರಾಜ್ಯಪಾಲರ ಅನುಮೋದನೆ ಪಡೆಯುವ ಹಂತದಲ್ಲಿ ಶೇ.56 ಮೀಸಲಾತಿ ಇತ್ತು. ಇದೀಗ ಏಕಾಏಕಿ ಈ ಮೀಸಲಾತಿಯನ್ನು ಶೇ.50ಕ್ಕೆ ಇಳಿಸುವ ಮೂಲಕ ಪರಿಶಿಷ್ಟ ವರ್ಗದವರನ್ನು ಕತ್ತಲಲ್ಲಿ ಇರಿಸಿದೆ. –ಎಂ.ಎಂ.ಪರಮೇಶ್ವರ್ ಬಿಜೆಪಿ ಪರಿಶಿಷ್ಟ ಪಂಗಡ: [224, 243, 522, 296]
- date: ಶುಕ್ರವಾರ 6 ಮಾರ್ಚ್ 2026: [772, 52, 885, 65]
- section-divider: [52, 705, 890, 707]
- fire-photo-caption: ಕೋಳಿ ಫಾರಂಗೆ ಬೆಂಕಿ ಬಿದ್ದು ಕೋಳಿಗಳು ಮೃತಪಟ್ಟಿರುವುದು.: [234, 914, 356, 922]
- yellow-mark: [872, 1380, 880, 1388]
- bsy-photo-caption: ಗುಂಡ್ಲುಪೇಟೆ ತಾಲೂಕಿನ ಸೋಮಹಳ್ಳಿಯಲ್ಲಿ ನಡೆದ ಸಿದ್ದಮಲ್ಲಿಕಾರ್ಜುನ ಮಹಾಸ್ವಾಮಿಗಳವರ 76ನೇ ವಾರ್ಷಿಕ ಆರಾಧನೆ ಮತ್ತು ಶಿಲಾಮಠದ ನೂತನ ಕಟ್ಟಡ ಉದ್ಘಾಟನಾ ಕಾರ್ಯಕ್ರಮದಲ್ಲಿ ಮಾಜಿ ಮುಖ್ಯಮಂತ್ರಿ ಬಿ.ಎಸ್.ಯಡಿಯೂರಪ್ಪ, ಸುತ್ತೂರು ಶ್ರೀಗಳು ಸೇರಿದಂತೆ ಇನ್ನಿತರ ಗಣ್ಯರು ಮತ್ತು ಮಠಾಧೀಶರು ಭಾಗವಹಿಸಿರುವುದು.: [536, 938, 886, 968]
- bsy-quote: ಗ್ಯಾರಂಟಿ ಯೋಜನೆಗಳಿಂದ ಸರ್ಕಾರಕ್ಕೆ ಹೆಚ್ಚು ಹೊರೆಯಾಗುತ್ತದೆ ಎನ್ನುವ ರೀತಿಯಲ್ಲಿ ಡಿ.ಕೆ.ಶಿವಕುಮಾರ್ ಅವರು ಹೇಳಿಕೆ ನೀಡಿದ್ದಾರೆ. ಆದರೆ, ಇದು ಸರ್ಕಾರಕ್ಕೆ ಬಿಟ್ಟಿರುವ ವಿಚಾರ. ಆದರೆ, ಸರ್ಕಾರ ಈ ಬಾರಿ ನಾಡಿನ ರೈತರಿಗೆ, ದೀನ–ದಲಿತರಿಗೆ ಅನುಕೂಲಕರವಾದ ಹಾಗೂ ರಾಜ್ಯದ ಜನರು ನೆಮ್ಮದಿಯಿಂದ ಬದುಕುವ ರೀತಿಯಲ್ಲಿ ಬಜೆಟ್ ಮಂಡಿಸಲಿ. – ಬಿ.ಎಸ್.ಯಡಿಯೂರಪ್ಪ, ಮಾಜಿ ಮುಖ್ಯಮಂತ್ರಿ: [540, 973, 760, 1008]
- black-mark: [483, 1380, 491, 1388]
- masthead: ಮೈಸೂರು ಮಿತ್ರ: [565, 50, 640, 68]
- kaveri-headline: ಕಾವೇರಿ ದೇಗುಲದಲ್ಲಿ ಹುಣ್ಣಿಮೆ ಪೂಜೆ: [55, 558, 245, 577]
- bsy-headline: ಕೈ ಕಾಲು ಗಟ್ಟಿಯಾಗಿರುವವರೆಗೂ ನಾಡಿನ ಕಲ್ಯಾಣಕ್ಕಾಗಿ ನಾಡಿನಾದ್ಯಂತ ಹೋರಾಟ: [463, 718, 845, 801]
- kpsc-body-col2: ಚಾಮರಾಜನಗರ: ಕೆ.ಪಿ.ಎಸ್.ಸಿ ಪರೀಕ್ಷೆಯಲ್ಲಿ ಅಕ್ರಮ ನಡೆದಿರುವ ಬಗ್ಗೆ ಸಮಗ್ರ ತನಿಖೆ ನಡೆಸಬೇಕೆಂದು ಒತ್ತಾಯಿಸಿ ಅಖಿಲ ಕರ್ನಾಟಕ ಪದವೀಧರರ ವೇದಿಕೆ ಪದಾಧಿಕಾರಿಗಳು ಜಿಲ್ಲಾಧಿಕಾರಿ ಮೂಲಕ ಮುಖ್ಯಮಂತ್ರಿಗಳಿಗೆ ಮನವಿ ಸಲ್ಲಿಸಿದರು. ಈ ಸಾಲಿನ ಕೆಪಿಎಸ್‌ಸಿ ಗ್ರೂಪ್ ಎ ಮತ್ತು ಬಿ ಹುದ್ದೆಗಳ ನೇಮಕಾತಿ ಪರೀಕ್ಷೆಯಲ್ಲಿ ಅಕ್ರಮ ನಡೆದಿದೆ ಎಂಬ ಬಗ್ಗೆ ಅನೇಕ ವಿದ್ಯಾರ್ಥಿಗಳು ಆರೋಪ ಮಾಡಿದ್ದಾರೆ. ಅರ್ಹ ವಿದ್ಯಾರ್ಥಿಗಳಿಗೆ ನ್ಯಾಯ ದೊರಕಿಸಿಕೊಡಬೇಕು ಎಂದು ಜಿಲ್ಲಾಧಿಕಾರಿಗಳ ಮುಖಾಂತರ ಮುಖ್ಯಮಂತ್ರಿಗಳಿಗೆ ಸಲ್ಲಿಸಿದ ಮನವಿಯಲ್ಲಿ ಒತ್ತಾಯಿಸಲಾಗಿದೆ. ಈ ಸಂದರ್ಭದಲ್ಲಿ ಪದಾಧಿಕಾರಿಗಳು ರಾಜು, ಪರ್ವತರಾಜು, ರಾಜೇಶ್, ಪ್ರಕಾಶ್ ಮುಂತಾದವರು: [240, 1176, 410, 1247]
- kodava-headline: ಕೊಡವ ಮಹಿಳೆಯರಿಗೆ ಆಂತರಿಕ ಮೀಸಲಾತಿಗೆ ಆಗ್ರಹಿಸಿ ಮನವಿ ಸಲ್ಲಿಕೆ: [537, 526, 650, 582]
- suicide-body: ಮಡಿಕೇರಿ, ಮಾ.5– ವ್ಯಕ್ತಿಯೊಬ್ಬರು ಗುಂಡು ಹೊಡೆದುಕೊಂಡು ಆತ್ಮಹತ್ಯೆ ಮಾಡಿಕೊಂಡ ಘಟನೆ ನಗರದ ಫೀಲ್ಡ್ ಮಾರ್ಷಲ್ ಕಾರ್ಯಪ್ಪ ಕಾಲೇಜು ಹಿಂಭಾಗ ಬಿಟಾವಲ್ ರಸ್ತೆಯಲ್ಲಿ ನಡೆದಿದೆ. ಗುಡ್ಡೆಹೊಸೂರು ಬಳಿ ಬಸವನಹಳ್ಳಿ ನಿವಾಸಿ ದೀಪು ಪ್ರಸಾದ್(43) ಮೃತ ವ್ಯಕ್ತಿಯಾಗಿದ್ದಾರೆ. ಗುರುವಾರ ಸಂಜೆ ವೇಳೆ ಎಂಜಿ ನಗರ ಬಂದೂಕು ಸಹಿತ ಬಂದು ಎದೆಗೆ ಗುಂಡು ಹಾರಿಸಿಕೊಂಡಿದ್ದಾರೆ. ಸ್ಥಳಕ್ಕೆ ಪೊಲೀಸರು ಭೇಟಿ ನೀಡಿ ಪರಿಶೀಲನೆ ನಡೆಸಿದರು. ಕೃತ್ಯಕ್ಕೆ ಬಳಸಿದ ಬಂದೂಕನ್ನು ಪೊಲೀಸರು ಮುಂದಿನ ತನಿಖೆಗಾಗಿ ವಶಕ್ಕೆ ಪಡೆದಿದ್ದಾರೆ.: [739, 550, 887, 621]
- dharane-headline: ನಾಳೆ ಜಿಲ್ಲೆಯ ಶಾಸಕರ ಮನೆ ಮುಂಭಾಗ ಧರಣಿ: [467, 1187, 841, 1216]
- margin-mark: [4, 711, 18, 712]
- dharane-body-col4: ಚಾಮರಾಜನಗರ: ಒಳ ಮೀಸಲಾತಿ ಜಾರಿಯಲ್ಲಿ ಆಗಿರುವ ಲೋಪದೋಷ ಸರಿಪಡಿಸಿ 101 ಜಾತಿಗಳಿಗೂ ಸಮಾನ ಅವಕಾಶ ದೊರೆಯುವಂತೆ ಮಾಡಬೇಕೆಂದು ಒತ್ತಾಯಿಸಿ ಜಿಲ್ಲೆಯ ಶಾಸಕರ ಮನೆಯ ಮುಂಭಾಗ ಮಾ.7 ರಂದು ಧರಣಿ ನಡೆಸಲಾಗುವುದು ಎಂದು ಮುಖಂಡರು ತಿಳಿಸಿದರು. ಸುದ್ದಿಗೋಷ್ಠಿಯಲ್ಲಿ ಮಾತನಾಡಿ ಒಳ ಮೀಸಲಾತಿ ವಿಚಾರದಲ್ಲಿ ಸರ್ಕಾರ ಅನ್ಯಾಯ ಮಾಡಿದೆ. ಸಮಿತಿಯ ಸದಸ್ಯರು ಪಾಲ್ಗೊಳ್ಳಲಿದ್ದಾರೆ ಎಂದರು.: [773, 1230, 887, 1301]
- bsy-divider: [418, 1175, 888, 1176]
- suicide-headline: ರಸ್ತೆ ಬದಿ ಎದೆಗೆ ಗುಂಡು ಹಾರಿಸಿಕೊಂಡು ವ್ಯಕ್ತಿ ಆತ್ಮಹತ್ಯೆ: [656, 490, 889, 546]
- section-header: [52, 45, 530, 72]
- bridge-body-cont: ಮಡಿಕೇರಿ, ಮಾ.5– ಕುಶಾಲನಗರ ತಾಲೂಕಿನ ಕೂಡಿಗೆ, ಮದಲಾಪುರ, ಸೀಗೆಹೊಸೂರು, ಯಲಕನೂರು ಮಾರ್ಗವಾಗಿ ಗೋಣಿಮಾರೂರು ಸಂಪರ್ಕಿಸುವ ಪ್ರಮುಖ ರಸ್ತೆಯಲ್ಲಿರುವ ಕಕ್ಕೆಹೊಳೆ ಸೇತುವೆ ಸಂಪೂರ್ಣ: [537, 488, 650, 523]
- kodava-body: ಮಡಿಕೇರಿ, ಮಾ.5– ಕೊಡವ ನ್ಯಾಷನಲ್ ಕೌನ್ಸಿಲ್ ಸಂಘಟನೆ ಅಂತರಾಷ್ಟ್ರೀಯ ಮಹಿಳಾ ದಿನಾಚರಣೆ ಅಂಗವಾಗಿ ಕೊಡವ ಮಹಿಳೆಯರಿಗೆ ಆಂತರಿಕ ಮೀಸಲಾತಿ ನೀಡಬೇಕೆಂದು ಜಿಲ್ಲಾಧಿಕಾರಿಗಳ ಮೂಲಕ ಮನವಿ ಸಲ್ಲಿಸಿತು. ಸಿಎನ್‌ಸಿ ಅಧ್ಯಕ್ಷ ಎನ್.ಯು.ನಾಚಪ್ಪ ನೇತೃತ್ವದಲ್ಲಿ ಮನವಿ ಸಲ್ಲಿಸಲಾಯಿತು.: [537, 584, 650, 637]
- fire-headline: ಉಮ್ಮತ್ತೂರಲ್ಲಿ ಕೋಳಿ ಫಾರಂಗೆ ಆಕಸ್ಮಿಕ ಬೆಂಕಿ: ನಾಲ್ಕು ಸಾವಿರ ಕೋಳಿಗಳು ಭಸ್ಮ: [52, 712, 410, 775]
- dharane-body-col1: ಚಾಮರಾಜನಗರ: ಒಳ ಮೀಸಲಾತಿ ಜಾರಿಯಲ್ಲಿ ಆಗಿರುವ ಲೋಪದೋಷ ಸರಿಪಡಿಸಿ 101 ಜಾತಿಗಳಿಗೂ ಸಮಾನ ಅವಕಾಶ ದೊರೆಯುವಂತೆ ಮಾಡಬೇಕೆಂದು ಒತ್ತಾಯಿಸಿ ಜಿಲ್ಲೆಯ ಶಾಸಕರ ಮನೆಯ ಮುಂಭಾಗ ಮಾ.7 ರಂದು ಧರಣಿ ನಡೆಸಲಾಗುವುದು ಎಂದು ಮುಖಂಡರು ತಿಳಿಸಿದರು. ಸುದ್ದಿಗೋಷ್ಠಿಯಲ್ಲಿ ಮಾತನಾಡಿ ಒಳ ಮೀಸಲಾತಿ ವಿಚಾರದಲ್ಲಿ ಸರ್ಕಾರ ಅನ್ಯಾಯ ಮಾಡಿದೆ. ಸಮಿತಿಯ ಸದಸ್ಯರು ಪಾಲ್ಗೊಳ್ಳಲಿದ್ದಾರೆ ಎಂದರು.: [421, 1230, 533, 1310]
- dharane-photo-caption: ಚಾ.ನಗರ ಮಾಜಿ ಉಪಾಧ್ಯಕ್ಷ ಅಧ್ಯಕ್ಷರು ಪತ್ರಿಕಾಗೋಷ್ಠಿಯಲ್ಲಿ ಮಾತನಾಡುತ್ತಿರುವುದು.: [567, 1294, 739, 1302]
- kpsc-headline: ಕೆಪಿಎಸ್‌ಸಿ ಪರೀಕ್ಷೆ ಅಕ್ರಮ: ತನಿಖೆಗೆ ಸಿಎಂಗೆ ಮನವಿ: [55, 1062, 365, 1084]
- event-banner-text: ಧಾರ್ಮಿಕ ಸಭೆ: [646, 847, 687, 857]
- injustice-box: [218, 224, 528, 332]
- magenta-mark: [463, 1380, 471, 1388]
- dharane-body-col23: ಚಾಮರಾಜನಗರ: ಒಳ ಮೀಸಲಾತಿ ಜಾರಿಯಲ್ಲಿ ಆಗಿರುವ ಲೋಪದೋಷ ಸರಿಪಡಿಸಿ 101 ಜಾತಿಗಳಿಗೂ ಸಮಾನ ಅವಕಾಶ ದೊರೆಯುವಂತೆ ಮಾಡಬೇಕೆಂದು ಒತ್ತಾಯಿಸಿ ಜಿಲ್ಲೆಯ ಶಾಸಕರ ಮನೆಯ ಮುಂಭಾಗ ಮಾ.7 ರಂದು ಧರಣಿ ನಡೆಸಲಾಗುವುದು ಎಂದು ಮುಖಂಡರು ತಿಳಿಸಿದರು. ಸುದ್ದಿಗೋಷ್ಠಿಯಲ್ಲಿ ಮಾತನಾಡಿ ಒಳ ಮೀಸಲಾತಿ ವಿಚಾರದಲ್ಲಿ ಸರ್ಕಾರ ಅನ್ಯಾಯ ಮಾಡಿದೆ. ಸಮಿತಿಯ ಸದಸ್ಯರು ಪಾಲ್ಗೊಳ್ಳಲಿದ್ದಾರೆ ಎಂದರು.: [537, 1307, 769, 1342]
- page-number: 8: [66, 45, 84, 72]
- lead-kicker: ಪಂಚ ಗ್ಯಾರಂಟಿಗಳಿಗೆ ಎಸ್‌ಸಿ, ಎಸ್‌ಟಿ ಹಣ ದುರ್ಬಳಕೆ: [52, 75, 530, 92]
- page-number-badge: [52, 45, 88, 72]
